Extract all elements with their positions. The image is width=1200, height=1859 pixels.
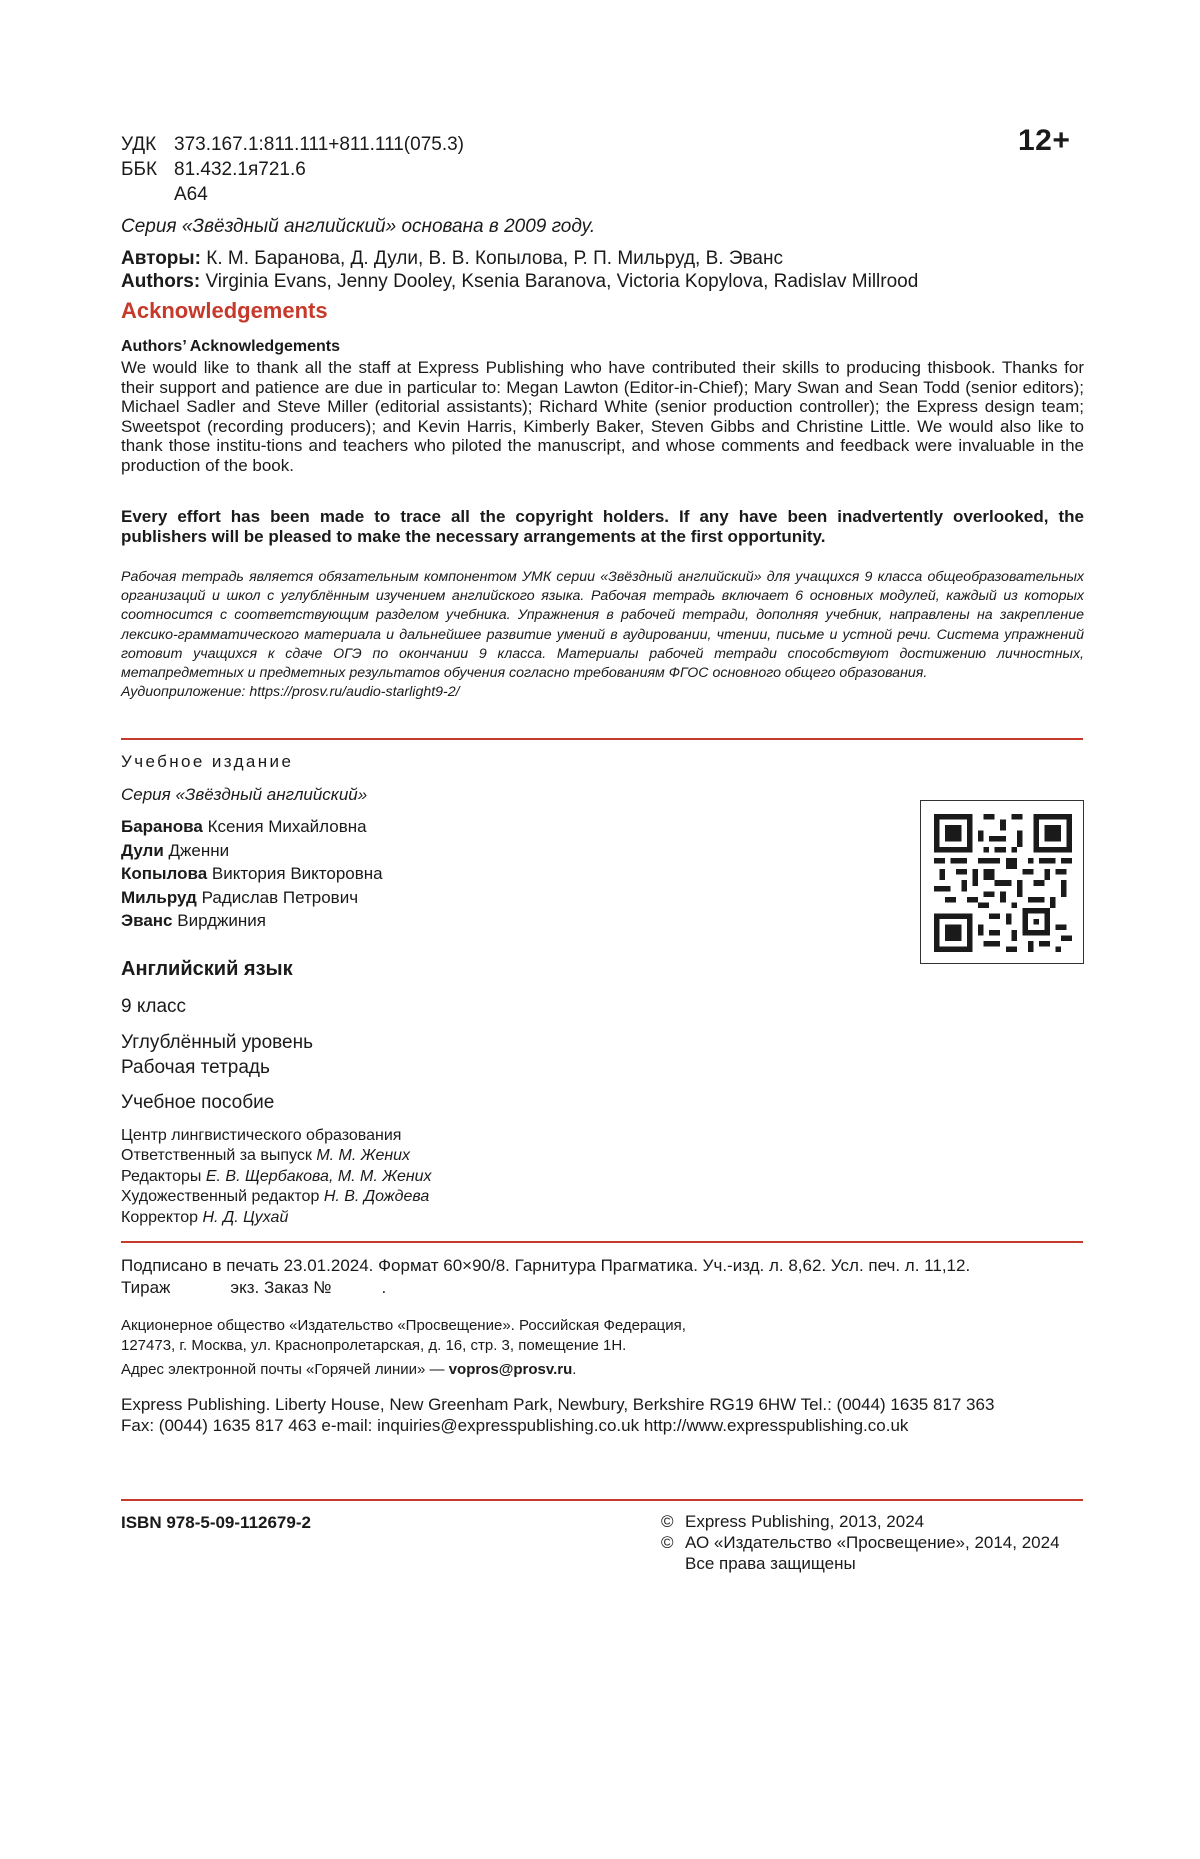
divider <box>121 738 1083 740</box>
authors-ack-subheading: Authors’ Acknowledgements <box>121 338 340 355</box>
credit-author: Мильруд Радислав Петрович <box>121 887 359 907</box>
art-editor: Художественный редактор Н. В. Дождева <box>121 1188 430 1206</box>
edition-type: Учебное издание <box>121 752 294 771</box>
author-mark: А64 <box>174 184 208 205</box>
staff-credits <box>121 1126 432 1228</box>
qr-code-icon <box>934 814 1072 952</box>
book-format: Учебное пособие <box>121 1092 275 1113</box>
level: Углублённый уровень <box>121 1032 314 1053</box>
authors-en-names: Virginia Evans, Jenny Dooley, Ksenia Baranova, Victoria Kopylova, Radislav Millrood <box>205 271 919 292</box>
bbk-label: ББК <box>121 159 158 180</box>
udk-label: УДК <box>121 134 157 155</box>
grade: 9 класс <box>121 996 187 1017</box>
acknowledgements-text: We would like to thank all the staff at Express Publishing who have contributed their skills to producing thisbook. Thanks for their support and patience are due in particular to: Megan Lawton (Editor-in-Chief); Mary Swan and Sean Todd (senior editors); Michael Sadler and Steve Miller (editorial assistants); Richard White (senior production controller); the Express design team; Sweetspot (recording producers); and Kevin Harris, Kimberly Baker, Steven Gibbs and Christine Little. We would also like to thank those institu-tions and teachers who piloted the manuscript, and whose comments and feedback were invaluable in the production of the book. <box>121 358 1084 475</box>
authors-ru <box>121 248 783 270</box>
udk-value: 373.167.1:811.111+811.111(075.3) <box>174 134 465 155</box>
editors: Редакторы Е. В. Щербакова, М. М. Жених <box>121 1167 432 1185</box>
credit-author: Дули Дженни <box>121 840 230 860</box>
copyright-icon: © <box>661 1533 674 1552</box>
bbk-value: 81.432.1я721.6 <box>174 159 306 180</box>
divider <box>121 1241 1083 1243</box>
acknowledgements-heading: Acknowledgements <box>121 298 328 323</box>
series-note: Серия «Звёздный английский» основана в 2009 году. <box>121 216 596 237</box>
print-run: Тираж экз. Заказ № . <box>121 1278 387 1297</box>
copyright-icon: © <box>661 1512 674 1531</box>
credits-authors <box>121 817 383 935</box>
isbn: ISBN 978-5-09-112679-2 <box>121 1513 311 1532</box>
copyright-notice: Every effort has been made to trace all the copyright holders. If any have been inadvertently overlooked, the publishers will be pleased to make the necessary arrangements at the first opportunity. <box>121 507 1084 546</box>
book-title: Английский язык <box>121 958 293 980</box>
classification-codes <box>121 134 464 209</box>
credit-author: Баранова Ксения Михайловна <box>121 817 367 836</box>
authors-en <box>121 271 918 293</box>
book-type: Рабочая тетрадь <box>121 1057 270 1078</box>
hotline: Адрес электронной почты «Горячей линии» — vopros@prosv.ru. <box>121 1361 577 1378</box>
age-rating: 12+ <box>1018 124 1071 157</box>
authors-ru-names: К. М. Баранова, Д. Дули, В. В. Копылова, Р. П. Мильруд, В. Эванс <box>206 248 783 269</box>
credit-author: Копылова Виктория Викторовна <box>121 864 383 883</box>
description-text: Рабочая тетрадь является обязательным компонентом УМК серии «Звёздный английский» для учащихся 9 класса общеобразовательных организаций и школ с углублённым изучением английского языка. Рабочая тетрадь включает 6 основных модулей, каждый из которых соотносится с соответствующим разделом учебника. Упражнения в рабочей тетради, дополняя учебник, направлены на закрепление лексико-грамматического материала и дальнейшее развитие умений в аудировании, чтении, письме и устной речи. Система упражнений готовит учащихся к сдаче ОГЭ по окончании 9 класса. Материалы рабочей тетради способствуют достижению личностных, метапредметных и предметных результатов обучения согласно требованиям ФГОС основного общего образования. <box>121 569 1084 682</box>
workbook-description <box>121 568 1084 702</box>
print-info-line: Подписано в печать 23.01.2024. Формат 60×90/8. Гарнитура Прагматика. Уч.-изд. л. 8,62. Усл. печ. л. 11,12. <box>121 1256 971 1275</box>
hotline-email[interactable]: vopros@prosv.ru <box>448 1361 573 1378</box>
divider <box>121 1499 1083 1501</box>
audio-link[interactable]: https://prosv.ru/audio-starlight9-2/ <box>249 684 460 701</box>
credit-author: Эванс Вирджиния <box>121 911 267 930</box>
publisher-address: Акционерное общество «Издательство «Просвещение». Российская Федерация, 127473, г. Москва, ул. Краснопролетарская, д. 16, стр. 3, помещение 1Н. <box>121 1317 686 1354</box>
express-contacts: Express Publishing. Liberty House, New Greenham Park, Newbury, Berkshire RG19 6HW Tel.: (0044) 1635 817 363 Fax: (0044) 1635 817 463 e-mail: inquiries@expresspublishing.co.uk http://www.expresspublishing.co.uk <box>121 1395 995 1435</box>
corrector: Корректор Н. Д. Цухай <box>121 1208 289 1226</box>
authors-en-label: Authors: <box>121 271 201 292</box>
copyright-lines: © Express Publishing, 2013, 2024 © АО «Издательство «Просвещение», 2014, 2024 Все права защищены <box>661 1512 1060 1573</box>
responsible: Ответственный за выпуск М. М. Жених <box>121 1147 411 1165</box>
audio-label: Аудиоприложение: <box>121 684 246 701</box>
authors-ru-label: Авторы: <box>121 248 201 269</box>
center: Центр лингвистического образования <box>121 1127 402 1144</box>
qr-code[interactable] <box>920 800 1084 964</box>
series-name: Серия «Звёздный английский» <box>121 785 368 804</box>
